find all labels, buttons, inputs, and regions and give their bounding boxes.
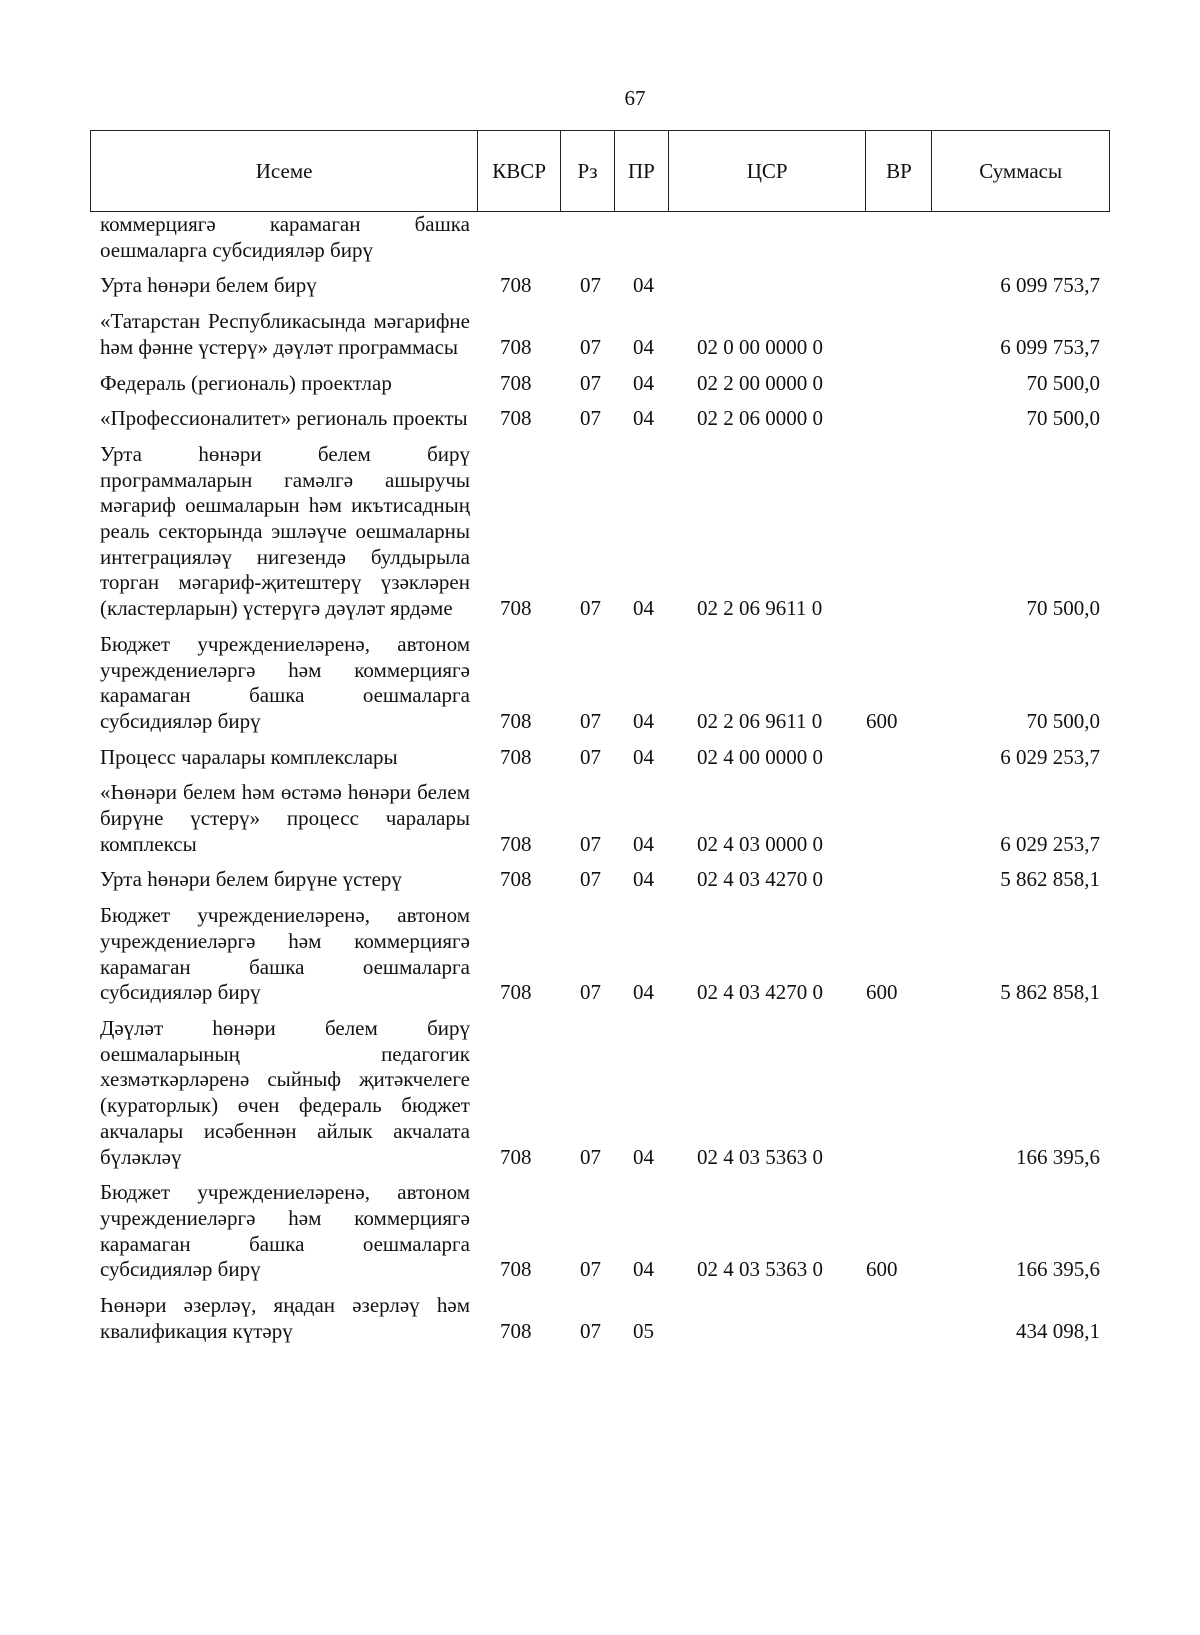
row-kvsr: 708 [500,370,532,395]
row-kvsr: 708 [500,1257,532,1282]
row-rz: 07 [580,831,601,856]
row-sum: 6 029 253,7 [1000,744,1100,769]
row-kvsr: 708 [500,831,532,856]
header-sum: Суммасы [979,158,1063,183]
row-sum: 434 098,1 [1016,1318,1100,1343]
row-pr: 04 [633,980,654,1005]
row-name: коммерциягә карамаган башка оешмаларга субсидияләр бирү [100,212,470,262]
row-sum: 70 500,0 [1026,370,1100,395]
row-kvsr: 708 [500,708,532,733]
row-pr: 04 [633,1257,654,1282]
row-sum: 5 862 858,1 [1000,867,1100,892]
row-csr: 02 2 00 0000 0 [697,370,823,395]
header-kvsr: КВСР [478,131,561,211]
table-row [100,371,1110,397]
table-row [100,903,1110,1006]
row-name: Процесс чаралары комплекслары [100,744,398,769]
row-pr: 04 [633,273,654,298]
row-rz: 07 [580,406,601,431]
row-kvsr: 708 [500,1318,532,1343]
header-name: Исеме [91,131,478,211]
table-row [100,1293,1110,1344]
row-kvsr: 708 [500,596,532,621]
table-row [100,745,1110,771]
table-row [100,406,1110,432]
row-vr: 600 [866,1257,898,1282]
row-csr: 02 4 03 4270 0 [697,980,823,1005]
row-rz: 07 [580,596,601,621]
row-kvsr: 708 [500,334,532,359]
table-header [90,130,1110,212]
table-row [100,1180,1110,1283]
row-vr: 600 [866,708,898,733]
table-row [100,780,1110,857]
header-pr: ПР [615,131,669,211]
row-sum: 166 395,6 [1016,1257,1100,1282]
table-row [100,212,1110,263]
row-csr: 02 4 03 4270 0 [697,867,823,892]
row-pr: 04 [633,867,654,892]
row-pr: 05 [633,1318,654,1343]
row-pr: 04 [633,831,654,856]
row-sum: 166 395,6 [1016,1144,1100,1169]
row-name: Бюджет учреждениеләренә, автоном учреждениеләргә һәм коммерциягә карамаган башка оешмаларга субсидияләр бирү [100,1180,470,1282]
row-name: «Татарстан Республикасында мәгарифне һәм фәнне үстерү» дәүләт программасы [100,309,470,359]
row-csr: 02 2 06 0000 0 [697,406,823,431]
row-vr: 600 [866,980,898,1005]
row-name: «Һөнәри белем һәм өстәмә һөнәри белем бирүне үстерү» процесс чаралары комплексы [100,780,470,856]
row-pr: 04 [633,744,654,769]
row-pr: 04 [633,406,654,431]
row-rz: 07 [580,980,601,1005]
row-kvsr: 708 [500,980,532,1005]
row-sum: 5 862 858,1 [1000,980,1100,1005]
row-name: Урта һөнәри белем бирү [100,273,317,298]
row-rz: 07 [580,334,601,359]
row-pr: 04 [633,596,654,621]
table-body [100,212,1110,1354]
row-sum: 70 500,0 [1026,406,1100,431]
row-rz: 07 [580,1257,601,1282]
row-rz: 07 [580,867,601,892]
row-name: Дәүләт һөнәри белем бирү оешмаларының педагогик хезмәткәрләренә сыйныф җитәкчелеге (кураторлык) өчен федераль бюджет акчалары исәбеннән айлык акчалата бүләкләү [100,1015,470,1169]
row-kvsr: 708 [500,744,532,769]
row-sum: 6 099 753,7 [1000,273,1100,298]
row-name: «Профессионалитет» региональ проекты [100,406,468,431]
row-csr: 02 2 06 9611 0 [697,708,823,733]
row-csr: 02 4 03 0000 0 [697,831,823,856]
row-name: Урта һөнәри белем бирүне үстерү [100,867,402,892]
row-pr: 04 [633,1144,654,1169]
row-pr: 04 [633,370,654,395]
row-csr: 02 0 00 0000 0 [697,334,823,359]
row-name: Бюджет учреждениеләренә, автоном учреждениеләргә һәм коммерциягә карамаган башка оешмаларга субсидияләр бирү [100,631,470,733]
row-sum: 70 500,0 [1026,596,1100,621]
row-kvsr: 708 [500,867,532,892]
table-row [100,1016,1110,1170]
row-name: Бюджет учреждениеләренә, автоном учреждениеләргә һәм коммерциягә карамаган башка оешмаларга субсидияләр бирү [100,903,470,1005]
row-csr: 02 4 03 5363 0 [697,1257,823,1282]
row-csr: 02 4 00 0000 0 [697,744,823,769]
row-rz: 07 [580,708,601,733]
row-rz: 07 [580,744,601,769]
table-row [100,273,1110,299]
row-kvsr: 708 [500,273,532,298]
row-name: Һөнәри әзерләү, яңадан әзерләү һәм квалификация күтәрү [100,1293,470,1343]
row-name: Урта һөнәри белем бирү программаларын гамәлгә ашыручы мәгариф оешмаларын һәм икътисадның реаль секторында эшләүче оешмаларны интеграцияләү нигезендә булдырыла торган мәгариф-җитештерү үзәкләрен (кластерларын) үстерүгә дәүләт ярдәме [100,441,470,621]
row-kvsr: 708 [500,1144,532,1169]
page-number: 67 [624,86,646,110]
row-rz: 07 [580,1318,601,1343]
row-pr: 04 [633,708,654,733]
row-sum: 70 500,0 [1026,708,1100,733]
row-sum: 6 099 753,7 [1000,334,1100,359]
row-sum: 6 029 253,7 [1000,831,1100,856]
header-csr: ЦСР [669,131,867,211]
row-rz: 07 [580,370,601,395]
table-row [100,867,1110,893]
row-csr: 02 2 06 9611 0 [697,596,823,621]
table-row [100,442,1110,622]
header-rz: Рз [561,131,615,211]
table-row [100,309,1110,360]
row-rz: 07 [580,1144,601,1169]
row-csr: 02 4 03 5363 0 [697,1144,823,1169]
table-row [100,632,1110,735]
row-kvsr: 708 [500,406,532,431]
row-pr: 04 [633,334,654,359]
row-rz: 07 [580,273,601,298]
row-name: Федераль (региональ) проектлар [100,370,392,395]
header-vr: ВР [866,131,932,211]
